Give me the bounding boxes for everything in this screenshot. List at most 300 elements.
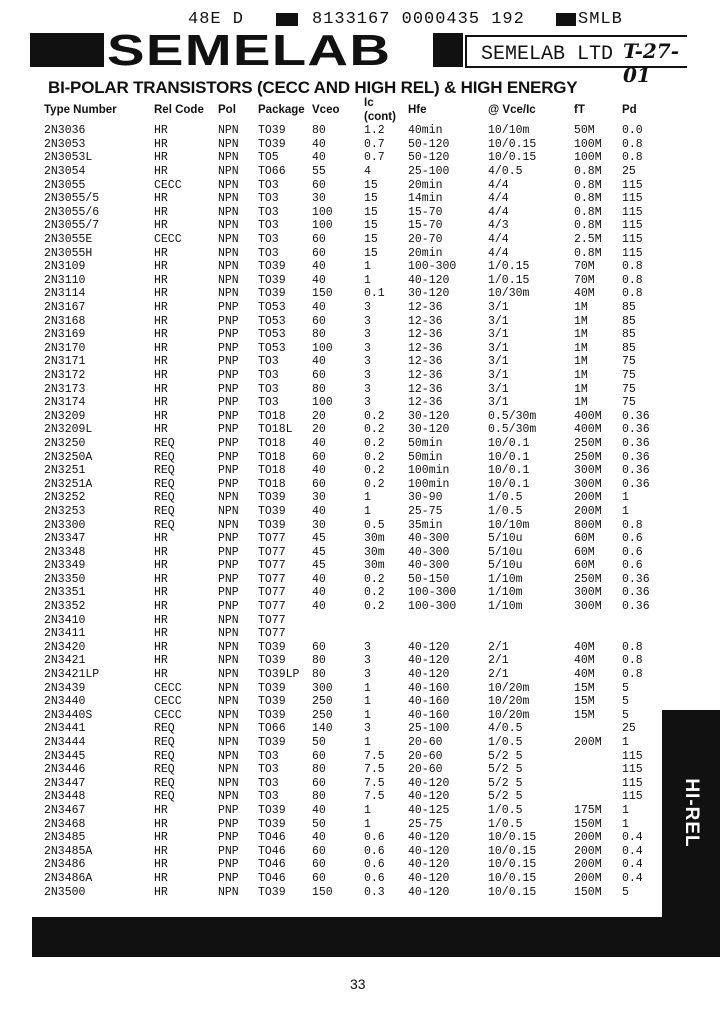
table-cell: REQ bbox=[154, 491, 175, 505]
table-cell: 30m bbox=[364, 532, 385, 546]
table-cell: TO77 bbox=[258, 545, 286, 559]
table-cell: 0.36 bbox=[622, 572, 650, 586]
table-cell: REQ bbox=[154, 504, 175, 518]
table-cell: 4/4 bbox=[488, 246, 509, 260]
table-cell: TO39 bbox=[258, 491, 286, 505]
table-cell: PNP bbox=[218, 341, 239, 355]
table-cell: 80 bbox=[312, 668, 326, 682]
table-cell: 0.6 bbox=[622, 545, 643, 559]
table-cell: NPN bbox=[218, 695, 239, 709]
table-cell: TO39 bbox=[258, 260, 286, 274]
table-row bbox=[44, 178, 652, 192]
table-cell: 2N3250A bbox=[44, 450, 93, 464]
table-cell: 1 bbox=[622, 491, 629, 505]
table-cell: 10/10m bbox=[488, 124, 530, 138]
table-cell: 5 bbox=[622, 681, 629, 695]
table-cell: TO3 bbox=[258, 776, 279, 790]
page-title: BI-POLAR TRANSISTORS (CECC AND HIGH REL) & HIGH ENERGY bbox=[48, 78, 578, 97]
table-cell: 2N3055 bbox=[44, 178, 86, 192]
table-cell: 2N3209L bbox=[44, 423, 93, 437]
table-cell: 75 bbox=[622, 396, 636, 410]
table-cell: 115 bbox=[622, 178, 643, 192]
table-cell: 2N3467 bbox=[44, 803, 86, 817]
table-cell: 150 bbox=[312, 885, 333, 899]
table-row bbox=[44, 749, 652, 763]
table-cell: HR bbox=[154, 586, 168, 600]
table-cell: 1.2 bbox=[364, 124, 385, 138]
table-cell: 10/0.1 bbox=[488, 436, 530, 450]
table-cell: TO77 bbox=[258, 627, 286, 641]
table-cell: 85 bbox=[622, 341, 636, 355]
table-cell: 60 bbox=[312, 233, 326, 247]
table-cell: 80 bbox=[312, 124, 326, 138]
table-cell: REQ bbox=[154, 749, 175, 763]
table-cell: 100-300 bbox=[408, 260, 457, 274]
table-cell: 3 bbox=[364, 640, 371, 654]
table-cell: 40-120 bbox=[408, 858, 450, 872]
table-cell: 100min bbox=[408, 477, 450, 491]
table-cell bbox=[408, 613, 488, 627]
table-cell: 250M bbox=[574, 572, 602, 586]
table-cell: 40M bbox=[574, 640, 595, 654]
table-cell: 4/4 bbox=[488, 178, 509, 192]
table-cell: 0.8M bbox=[574, 246, 602, 260]
table-cell: 45 bbox=[312, 559, 326, 573]
table-row bbox=[44, 151, 652, 165]
table-row bbox=[44, 858, 652, 872]
table-cell: PNP bbox=[218, 545, 239, 559]
table-cell: NPN bbox=[218, 491, 239, 505]
table-cell: 12-36 bbox=[408, 396, 443, 410]
table-cell: PNP bbox=[218, 572, 239, 586]
table-cell: 2N3411 bbox=[44, 627, 86, 641]
table-cell: 2N3253 bbox=[44, 504, 86, 518]
table-cell: 0.36 bbox=[622, 450, 650, 464]
table-cell: 1M bbox=[574, 341, 588, 355]
table-cell: HR bbox=[154, 314, 168, 328]
table-row bbox=[44, 885, 652, 899]
table-cell: PNP bbox=[218, 355, 239, 369]
table-cell: TO39 bbox=[258, 681, 286, 695]
table-cell: 20min bbox=[408, 246, 443, 260]
table-cell: TO39 bbox=[258, 124, 286, 138]
table-row bbox=[44, 668, 652, 682]
table-cell: 50-120 bbox=[408, 151, 450, 165]
table-cell: 50M bbox=[574, 124, 595, 138]
table-cell: 0.36 bbox=[622, 423, 650, 437]
table-cell: 150 bbox=[312, 287, 333, 301]
table-cell: 3/1 bbox=[488, 368, 509, 382]
table-cell: TO39 bbox=[258, 817, 286, 831]
table-row bbox=[44, 777, 652, 791]
table-cell: 40 bbox=[312, 151, 326, 165]
table-cell: TO39 bbox=[258, 654, 286, 668]
table-cell: 1 bbox=[622, 504, 629, 518]
table-cell: 100 bbox=[312, 205, 333, 219]
stamp-code: 48E D bbox=[188, 10, 245, 29]
table-cell: 10/0.15 bbox=[488, 885, 537, 899]
table-cell: 70M bbox=[574, 260, 595, 274]
table-row bbox=[44, 641, 652, 655]
table-cell: 2/1 bbox=[488, 640, 509, 654]
table-cell: TO3 bbox=[258, 368, 279, 382]
table-cell: TO3 bbox=[258, 205, 279, 219]
table-cell: 40 bbox=[312, 137, 326, 151]
stamp-number: 8133167 0000435 192 bbox=[312, 10, 525, 29]
table-cell: 0.8 bbox=[622, 518, 643, 532]
table-cell: 0.2 bbox=[364, 600, 385, 614]
table-cell: PNP bbox=[218, 450, 239, 464]
table-cell: 1 bbox=[364, 695, 371, 709]
table-cell: 400M bbox=[574, 409, 602, 423]
table-cell: TO3 bbox=[258, 219, 279, 233]
table-cell: 14min bbox=[408, 192, 443, 206]
table-cell: 15 bbox=[364, 219, 378, 233]
table-cell: 75 bbox=[622, 355, 636, 369]
table-cell: HR bbox=[154, 668, 168, 682]
table-cell: 250M bbox=[574, 450, 602, 464]
table-row bbox=[44, 342, 652, 356]
table-cell: 5/2 5 bbox=[488, 790, 523, 804]
company-name: SEMELAB LTD bbox=[481, 43, 614, 66]
table-cell: 15 bbox=[364, 233, 378, 247]
table-row bbox=[44, 219, 652, 233]
table-cell: PNP bbox=[218, 436, 239, 450]
table-cell: 80 bbox=[312, 328, 326, 342]
table-cell: 200M bbox=[574, 871, 602, 885]
table-cell: 200M bbox=[574, 736, 602, 750]
table-cell: 2N3054 bbox=[44, 165, 86, 179]
table-cell: TO39 bbox=[258, 640, 286, 654]
table-cell: 40-300 bbox=[408, 559, 450, 573]
table-cell: 3/1 bbox=[488, 301, 509, 315]
table-cell: NPN bbox=[218, 246, 239, 260]
table-row bbox=[44, 872, 652, 886]
table-cell: 40-120 bbox=[408, 654, 450, 668]
table-row bbox=[44, 246, 652, 260]
table-cell: 25-100 bbox=[408, 165, 450, 179]
table-row bbox=[44, 804, 652, 818]
table-cell: 1/0.5 bbox=[488, 504, 523, 518]
table-cell: TO18 bbox=[258, 477, 286, 491]
table-cell: 1 bbox=[622, 817, 629, 831]
table-cell: 7.5 bbox=[364, 763, 385, 777]
table-cell: 12-36 bbox=[408, 314, 443, 328]
table-cell: 2N3351 bbox=[44, 586, 86, 600]
table-cell: 10/10m bbox=[488, 518, 530, 532]
table-row bbox=[44, 695, 652, 709]
table-cell: TO5 bbox=[258, 151, 279, 165]
table-cell: 5/10u bbox=[488, 532, 523, 546]
table-cell: PNP bbox=[218, 314, 239, 328]
table-cell: 10/20m bbox=[488, 681, 530, 695]
table-cell: 0.8M bbox=[574, 192, 602, 206]
table-cell: 0.6 bbox=[364, 871, 385, 885]
table-cell: PNP bbox=[218, 858, 239, 872]
table-cell: 40 bbox=[312, 273, 326, 287]
table-cell: 60 bbox=[312, 368, 326, 382]
table-cell: 0.4 bbox=[622, 858, 643, 872]
table-cell: HR bbox=[154, 559, 168, 573]
table-cell: 50-150 bbox=[408, 572, 450, 586]
logo-bar-right bbox=[433, 33, 463, 67]
table-cell: 15 bbox=[364, 205, 378, 219]
table-cell: HR bbox=[154, 844, 168, 858]
table-cell: 40 bbox=[312, 803, 326, 817]
table-cell: 1M bbox=[574, 396, 588, 410]
table-cell: 1M bbox=[574, 314, 588, 328]
table-row bbox=[44, 505, 652, 519]
table-cell: HR bbox=[154, 600, 168, 614]
table-cell bbox=[574, 722, 622, 736]
table-cell: NPN bbox=[218, 681, 239, 695]
table-cell: 0.7 bbox=[364, 137, 385, 151]
table-cell: TO53 bbox=[258, 314, 286, 328]
table-cell: 0.4 bbox=[622, 844, 643, 858]
table-cell: NPN bbox=[218, 137, 239, 151]
table-cell: 1 bbox=[364, 736, 371, 750]
table-cell: 40-125 bbox=[408, 803, 450, 817]
table-cell: 0.5 bbox=[364, 518, 385, 532]
table-cell: 115 bbox=[622, 233, 643, 247]
table-cell: CECC bbox=[154, 681, 182, 695]
table-cell: HR bbox=[154, 532, 168, 546]
table-cell bbox=[574, 790, 622, 804]
table-cell: 2N3500 bbox=[44, 885, 86, 899]
table-cell: 50 bbox=[312, 817, 326, 831]
table-cell: 0.2 bbox=[364, 477, 385, 491]
table-cell: 30 bbox=[312, 518, 326, 532]
table-cell: 0.7 bbox=[364, 151, 385, 165]
table-cell: 2N3170 bbox=[44, 341, 86, 355]
table-cell: 10/0.15 bbox=[488, 871, 537, 885]
table-cell: 60M bbox=[574, 545, 595, 559]
table-cell: REQ bbox=[154, 450, 175, 464]
column-header: fT bbox=[574, 104, 585, 116]
table-cell: 115 bbox=[622, 246, 643, 260]
table-cell: PNP bbox=[218, 586, 239, 600]
table-cell: 20min bbox=[408, 178, 443, 192]
table-cell: 0.6 bbox=[622, 559, 643, 573]
table-cell: HR bbox=[154, 260, 168, 274]
table-cell: 20-70 bbox=[408, 233, 443, 247]
table-cell: PNP bbox=[218, 382, 239, 396]
table-cell: 100-300 bbox=[408, 586, 457, 600]
table-cell: 0.4 bbox=[622, 871, 643, 885]
table-cell: 1 bbox=[622, 803, 629, 817]
table-cell: 40-120 bbox=[408, 871, 450, 885]
table-cell: TO18 bbox=[258, 409, 286, 423]
table-cell bbox=[312, 627, 364, 641]
table-cell: 100M bbox=[574, 151, 602, 165]
table-cell: 12-36 bbox=[408, 328, 443, 342]
table-cell: 2N3486 bbox=[44, 858, 86, 872]
table-cell: 12-36 bbox=[408, 368, 443, 382]
table-cell: HR bbox=[154, 246, 168, 260]
table-cell: 1 bbox=[622, 736, 629, 750]
table-cell: TO18 bbox=[258, 464, 286, 478]
table-cell: 2N3252 bbox=[44, 491, 86, 505]
table-cell: TO3 bbox=[258, 763, 279, 777]
table-cell: NPN bbox=[218, 885, 239, 899]
table-cell: 1/0.5 bbox=[488, 736, 523, 750]
table-cell: NPN bbox=[218, 124, 239, 138]
table-cell: 1/0.15 bbox=[488, 273, 530, 287]
table-cell: 35min bbox=[408, 518, 443, 532]
table-row bbox=[44, 233, 652, 247]
table-cell: 60 bbox=[312, 844, 326, 858]
table-cell: 2N3168 bbox=[44, 314, 86, 328]
column-header: Rel Code bbox=[154, 104, 204, 116]
table-cell: PNP bbox=[218, 423, 239, 437]
table-cell: 100min bbox=[408, 464, 450, 478]
table-cell: 300M bbox=[574, 586, 602, 600]
table-row bbox=[44, 124, 652, 138]
table-cell: CECC bbox=[154, 233, 182, 247]
table-cell: 3 bbox=[364, 355, 371, 369]
table-cell: 2N3251 bbox=[44, 464, 86, 478]
table-cell: 40 bbox=[312, 436, 326, 450]
table-cell: 40 bbox=[312, 260, 326, 274]
table-cell: 0.2 bbox=[364, 409, 385, 423]
table-row bbox=[44, 600, 652, 614]
table-row bbox=[44, 532, 652, 546]
table-cell: 250 bbox=[312, 695, 333, 709]
table-cell: 10/0.1 bbox=[488, 477, 530, 491]
table-cell: 40 bbox=[312, 464, 326, 478]
table-cell: HR bbox=[154, 341, 168, 355]
table-cell: TO3 bbox=[258, 233, 279, 247]
table-cell: 1 bbox=[364, 803, 371, 817]
table-cell: 12-36 bbox=[408, 355, 443, 369]
table-header-row bbox=[44, 96, 652, 124]
table-row bbox=[44, 763, 652, 777]
table-cell: 1/0.15 bbox=[488, 260, 530, 274]
table-cell: 3 bbox=[364, 382, 371, 396]
table-cell: 0.8M bbox=[574, 205, 602, 219]
table-cell: 0.8M bbox=[574, 219, 602, 233]
table-cell: PNP bbox=[218, 871, 239, 885]
table-cell: 1/10m bbox=[488, 586, 523, 600]
table-cell: 0.36 bbox=[622, 586, 650, 600]
table-cell: TO39LP bbox=[258, 668, 300, 682]
table-cell: 4/4 bbox=[488, 192, 509, 206]
table-cell: 4/0.5 bbox=[488, 165, 523, 179]
table-cell: 1/10m bbox=[488, 600, 523, 614]
table-cell: TO39 bbox=[258, 518, 286, 532]
table-cell: 5 bbox=[622, 695, 629, 709]
table-cell: 20 bbox=[312, 409, 326, 423]
table-cell: 60 bbox=[312, 640, 326, 654]
table-cell: PNP bbox=[218, 409, 239, 423]
table-cell: 2N3174 bbox=[44, 396, 86, 410]
table-cell: 3 bbox=[364, 368, 371, 382]
table-cell bbox=[488, 613, 574, 627]
table-cell: 75 bbox=[622, 382, 636, 396]
table-cell: 100-300 bbox=[408, 600, 457, 614]
table-row bbox=[44, 396, 652, 410]
table-cell: 3/1 bbox=[488, 396, 509, 410]
table-cell: HR bbox=[154, 287, 168, 301]
table-cell: 100 bbox=[312, 219, 333, 233]
table-cell: 30 bbox=[312, 491, 326, 505]
table-cell: 40 bbox=[312, 586, 326, 600]
table-cell: 40-160 bbox=[408, 708, 450, 722]
table-cell: 0.1 bbox=[364, 287, 385, 301]
page-number: 33 bbox=[350, 976, 366, 992]
column-header: Package bbox=[258, 104, 305, 116]
table-row bbox=[44, 437, 652, 451]
table-cell: 250 bbox=[312, 708, 333, 722]
table-cell: TO77 bbox=[258, 613, 286, 627]
table-cell: 0.8 bbox=[622, 260, 643, 274]
table-cell: HR bbox=[154, 803, 168, 817]
table-cell: 3/1 bbox=[488, 382, 509, 396]
company-box bbox=[465, 35, 687, 87]
table-cell: 40min bbox=[408, 124, 443, 138]
table-cell: 40-120 bbox=[408, 844, 450, 858]
table-cell: TO39 bbox=[258, 137, 286, 151]
table-cell: 0.4 bbox=[622, 831, 643, 845]
table-cell: 85 bbox=[622, 314, 636, 328]
table-row bbox=[44, 573, 652, 587]
table-cell: 10/0.15 bbox=[488, 137, 537, 151]
table-cell: 0.2 bbox=[364, 436, 385, 450]
table-cell: 25 bbox=[622, 165, 636, 179]
table-cell: 300M bbox=[574, 464, 602, 478]
table-cell: 12-36 bbox=[408, 341, 443, 355]
table-cell bbox=[574, 613, 622, 627]
table-cell: HR bbox=[154, 640, 168, 654]
table-cell: 20-60 bbox=[408, 749, 443, 763]
table-cell: TO53 bbox=[258, 328, 286, 342]
table-row bbox=[44, 844, 652, 858]
table-cell: 10/20m bbox=[488, 708, 530, 722]
table-cell: 20-60 bbox=[408, 763, 443, 777]
table-cell: 40 bbox=[312, 355, 326, 369]
table-cell: TO3 bbox=[258, 749, 279, 763]
table-cell: 7.5 bbox=[364, 749, 385, 763]
table-cell: 2N3445 bbox=[44, 749, 86, 763]
table-cell: 2/1 bbox=[488, 654, 509, 668]
table-cell: 40-120 bbox=[408, 776, 450, 790]
table-cell: PNP bbox=[218, 368, 239, 382]
table-cell: 1 bbox=[364, 681, 371, 695]
table-cell: PNP bbox=[218, 559, 239, 573]
table-cell: 2N3485 bbox=[44, 831, 86, 845]
table-cell: 200M bbox=[574, 831, 602, 845]
table-cell: 2N3410 bbox=[44, 613, 86, 627]
table-cell: 85 bbox=[622, 328, 636, 342]
table-row bbox=[44, 301, 652, 315]
table-row bbox=[44, 627, 652, 641]
table-cell: 0.3 bbox=[364, 885, 385, 899]
table-cell: 2N3055E bbox=[44, 233, 93, 247]
table-cell: 20 bbox=[312, 423, 326, 437]
table-cell: NPN bbox=[218, 192, 239, 206]
table-cell: 10/0.15 bbox=[488, 151, 537, 165]
table-cell: NPN bbox=[218, 776, 239, 790]
table-cell: 0.36 bbox=[622, 477, 650, 491]
bottom-bar bbox=[32, 917, 720, 957]
table-cell: 15-70 bbox=[408, 219, 443, 233]
table-cell: 3 bbox=[364, 396, 371, 410]
table-row bbox=[44, 817, 652, 831]
table-cell: 40-120 bbox=[408, 831, 450, 845]
table-cell: NPN bbox=[218, 763, 239, 777]
table-cell: NPN bbox=[218, 749, 239, 763]
table-cell: 40-300 bbox=[408, 532, 450, 546]
